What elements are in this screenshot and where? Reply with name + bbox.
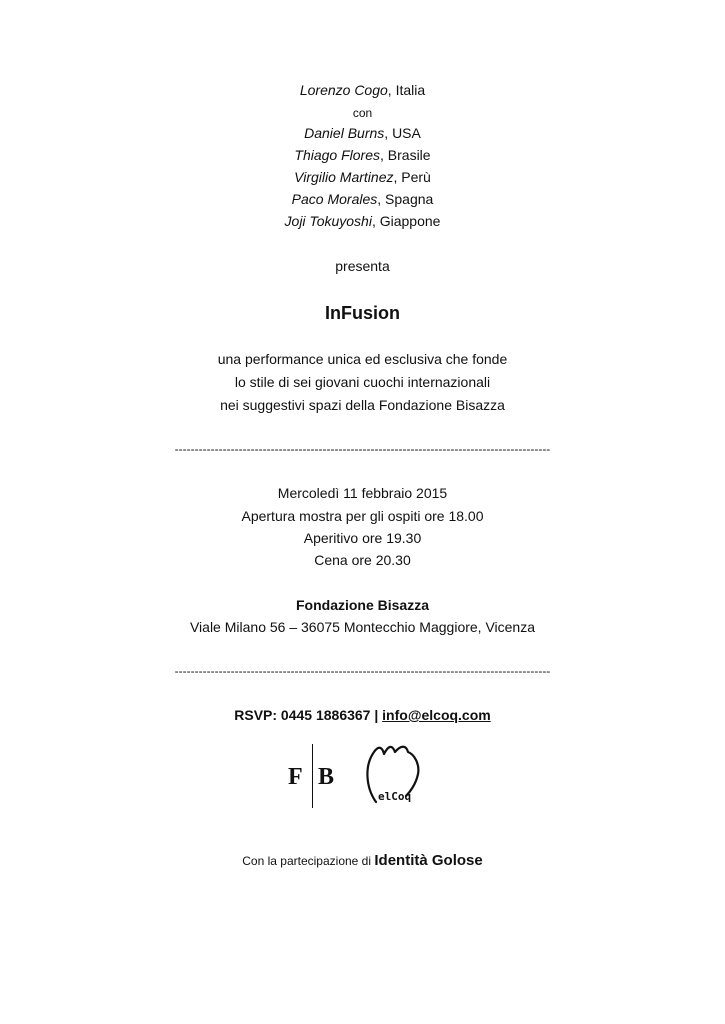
chef-country: Spagna (385, 191, 434, 207)
description-line: lo stile di sei giovani cuochi internazionali (234, 374, 491, 390)
presenta-text: presenta (335, 258, 390, 274)
rsvp-line (0, 706, 725, 724)
schedule-opening: Apertura mostra per gli ospiti ore 18.00 (241, 508, 484, 524)
elcoq-logo-text: elCoq (378, 790, 412, 803)
chef-country: Perù (401, 169, 431, 185)
participant-line: Daniel Burns, USA (304, 125, 421, 141)
chef-country: Italia (395, 82, 426, 98)
footer-prefix: Con la partecipazione di (242, 854, 375, 868)
footer-partner: Identità Golose (374, 852, 483, 869)
event-title: InFusion (325, 303, 400, 323)
participant-line: Lorenzo Cogo, Italia (299, 82, 426, 98)
chef-name: Paco Morales (291, 191, 378, 207)
participant-line: Virgilio Martinez, Perù (294, 169, 431, 185)
participant-line: Paco Morales, Spagna (291, 191, 434, 207)
rsvp-label: RSVP: 0445 1886367 | (234, 707, 383, 723)
description-line: nei suggestivi spazi della Fondazione Bisazza (220, 397, 505, 413)
con-text: con (352, 106, 373, 120)
chef-name: Joji Tokuyoshi (284, 213, 372, 229)
participant-line: Thiago Flores, Brasile (294, 147, 431, 163)
participant-line: Joji Tokuyoshi, Giappone (284, 213, 441, 229)
venue-name: Fondazione Bisazza (295, 597, 430, 613)
fondazione-bisazza-logo (288, 744, 344, 808)
schedule-date: Mercoledì 11 febbraio 2015 (277, 485, 448, 501)
fb-logo-f: F (288, 764, 303, 790)
schedule-aperitivo: Aperitivo ore 19.30 (303, 530, 422, 546)
chef-name: Lorenzo Cogo (299, 82, 388, 98)
divider-top: ---------------------------------------------------------------------------------------------- (174, 442, 551, 456)
chef-country: Giappone (379, 213, 441, 229)
fb-logo-divider (312, 744, 313, 808)
description-line: una performance unica ed esclusiva che fonde (217, 351, 508, 367)
fb-logo-b: B (318, 764, 335, 790)
chef-country: Brasile (387, 147, 431, 163)
chef-name: Thiago Flores (294, 147, 380, 163)
divider-bottom: ---------------------------------------------------------------------------------------------- (174, 664, 551, 678)
chef-country: USA (392, 125, 421, 141)
chef-name: Daniel Burns (304, 125, 385, 141)
schedule-cena: Cena ore 20.30 (314, 552, 411, 568)
rsvp-email-link[interactable]: info@elcoq.com (382, 707, 491, 723)
chef-name: Virgilio Martinez (294, 169, 394, 185)
footer-line (0, 851, 725, 870)
venue-address: Viale Milano 56 – 36075 Montecchio Maggiore, Vicenza (189, 619, 536, 635)
